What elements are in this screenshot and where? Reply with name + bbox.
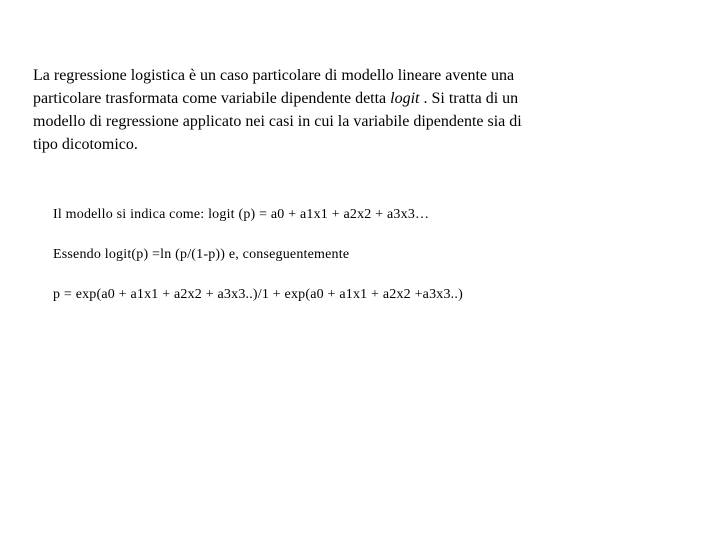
- intro-line-2-start: particolare trasformata come variabile dipendente detta: [33, 90, 391, 107]
- intro-paragraph: [33, 64, 613, 156]
- intro-line-3: modello di regressione applicato nei casi in cui la variabile dipendente sia di: [33, 113, 522, 130]
- logit-term: logit: [390, 90, 420, 107]
- logit-definition: Essendo logit(p) =ln (p/(1-p)) e, conseguentemente: [53, 247, 350, 262]
- intro-line-4: tipo dicotomico.: [33, 136, 138, 153]
- probability-formula: p = exp(a0 + a1x1 + a2x2 + a3x3..)/1 + exp(a0 + a1x1 + a2x2 +a3x3..): [53, 287, 463, 302]
- intro-line-1: La regressione logistica è un caso particolare di modello lineare avente una: [33, 67, 515, 84]
- intro-line-2: [33, 87, 613, 110]
- model-formula: Il modello si indica come: logit (p) = a0 + a1x1 + a2x2 + a3x3…: [53, 207, 430, 222]
- intro-line-2-end: . Si tratta di un: [419, 90, 519, 107]
